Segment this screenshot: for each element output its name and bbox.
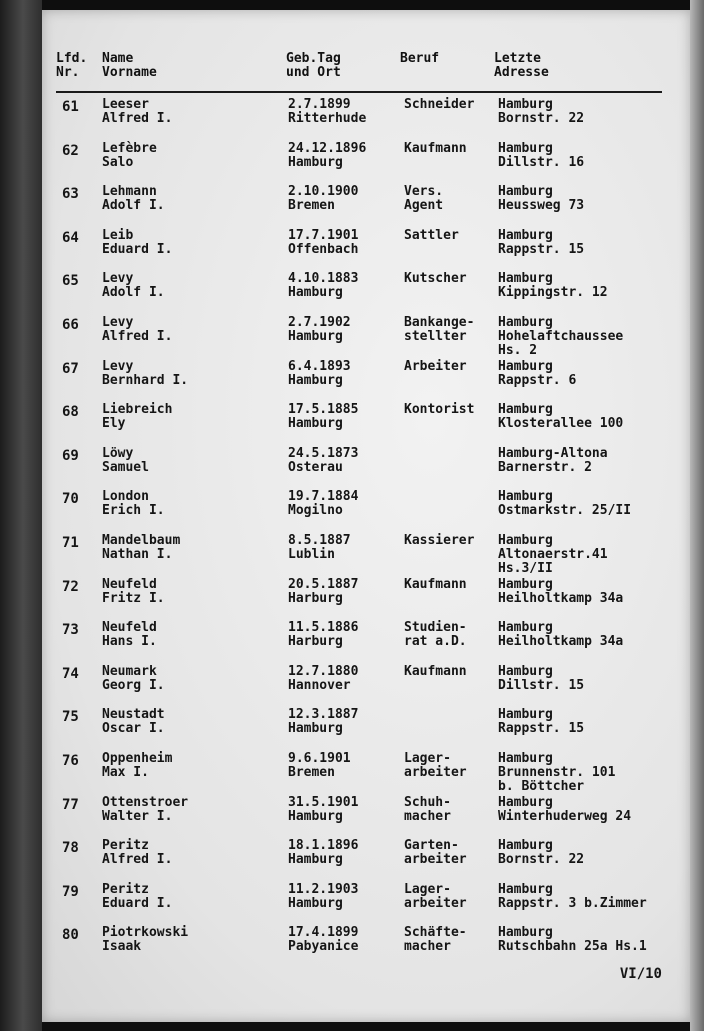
cell-line: Kutscher bbox=[404, 271, 467, 287]
cell-beruf bbox=[404, 883, 467, 911]
cell-adresse bbox=[498, 883, 647, 911]
cell-line: Lager- bbox=[404, 881, 451, 897]
cell-line: Eduard I. bbox=[102, 895, 173, 911]
cell-line: Kaufmann bbox=[404, 576, 467, 592]
cell-line: Schneider bbox=[404, 97, 475, 112]
cell-line: Offenbach bbox=[288, 241, 359, 257]
cell-line: Garten- bbox=[404, 838, 459, 854]
cell-name bbox=[102, 98, 172, 126]
cell-line: Bremen bbox=[288, 765, 335, 780]
cell-line: Heilholtkamp 34a bbox=[498, 590, 624, 606]
cell-adresse bbox=[498, 490, 631, 518]
page-signature: VI/10 bbox=[619, 966, 662, 982]
cell-line: Hamburg bbox=[498, 184, 553, 200]
cell-line: rat a.D. bbox=[404, 634, 467, 650]
cell-nr: 61 bbox=[62, 99, 79, 115]
cell-line: Agent bbox=[404, 198, 444, 214]
cell-line: Hamburg bbox=[498, 358, 553, 374]
cell-line: Hamburg bbox=[288, 721, 343, 737]
document-page bbox=[42, 10, 690, 1022]
cell-adresse bbox=[498, 360, 576, 388]
cell-line: Hamburg bbox=[498, 140, 553, 156]
cell-line: Sattler bbox=[404, 227, 459, 243]
cell-line: Samuel bbox=[102, 459, 149, 475]
cell-adresse bbox=[498, 185, 584, 213]
cell-adresse bbox=[498, 98, 584, 126]
cell-name bbox=[102, 447, 149, 475]
cell-nr: 63 bbox=[62, 186, 79, 203]
table-row bbox=[42, 796, 690, 840]
cell-line: Winterhuderweg 24 bbox=[498, 808, 632, 824]
cell-line: Bremen bbox=[288, 198, 335, 214]
cell-line: 9.6.1901 bbox=[288, 751, 351, 766]
cell-geb bbox=[288, 316, 351, 344]
cell-adresse bbox=[498, 403, 623, 431]
cell-name bbox=[102, 142, 157, 170]
cell-line: Hamburg bbox=[498, 533, 553, 548]
cell-line: 11.2.1903 bbox=[288, 881, 359, 897]
table-row bbox=[42, 229, 690, 273]
cell-line: Neumark bbox=[102, 663, 157, 679]
table-row bbox=[42, 578, 690, 622]
table-row bbox=[42, 883, 690, 927]
cell-line: Klosterallee 100 bbox=[498, 416, 624, 432]
cell-line: Hamburg bbox=[288, 852, 343, 868]
cell-adresse bbox=[498, 665, 584, 693]
cell-beruf bbox=[404, 665, 467, 679]
table-row bbox=[42, 490, 690, 534]
cell-adresse bbox=[498, 229, 584, 257]
cell-line: 4.10.1883 bbox=[288, 271, 359, 287]
header-adresse: Letzte Adresse bbox=[494, 51, 549, 80]
cell-geb bbox=[288, 926, 358, 954]
cell-line: Isaak bbox=[102, 939, 142, 955]
cell-adresse bbox=[498, 447, 608, 475]
cell-line: Neufeld bbox=[102, 576, 157, 592]
cell-geb bbox=[288, 621, 358, 649]
cell-nr: 73 bbox=[62, 622, 79, 639]
cell-line: Hamburg bbox=[288, 329, 343, 344]
cell-line: 6.4.1893 bbox=[288, 358, 351, 374]
cell-name bbox=[102, 708, 165, 736]
cell-line: Erich I. bbox=[102, 503, 165, 519]
cell-line: Kippingstr. 12 bbox=[498, 285, 608, 301]
cell-line: 31.5.1901 bbox=[288, 794, 359, 810]
cell-name bbox=[102, 229, 172, 257]
cell-line: Hamburg bbox=[498, 315, 553, 330]
cell-beruf bbox=[404, 272, 467, 286]
cell-line: Hamburg bbox=[498, 227, 553, 243]
cell-beruf bbox=[404, 839, 467, 867]
cell-beruf bbox=[404, 185, 443, 213]
cell-line: Kontorist bbox=[404, 402, 475, 418]
cell-beruf bbox=[404, 316, 474, 344]
cell-adresse bbox=[498, 839, 584, 867]
cell-line: Hamburg bbox=[498, 271, 553, 287]
cell-geb bbox=[288, 185, 358, 213]
cell-line: Hamburg bbox=[498, 751, 553, 766]
cell-line: Hamburg bbox=[498, 97, 553, 112]
cell-name bbox=[102, 883, 172, 911]
cell-nr: 67 bbox=[62, 360, 79, 377]
cell-line: Hamburg bbox=[498, 576, 553, 592]
cell-name bbox=[102, 665, 165, 693]
cell-line: 24.12.1896 bbox=[288, 140, 367, 156]
cell-nr: 68 bbox=[62, 404, 79, 421]
cell-adresse bbox=[498, 796, 631, 824]
cell-line: Peritz bbox=[102, 838, 149, 854]
cell-geb bbox=[288, 534, 351, 562]
cell-line: Rappstr. 6 bbox=[498, 372, 577, 388]
cell-beruf bbox=[404, 578, 467, 592]
cell-line: Piotrkowski bbox=[102, 925, 189, 941]
page-stack-edge bbox=[690, 0, 704, 1031]
cell-line: Nathan I. bbox=[102, 547, 173, 562]
cell-beruf bbox=[404, 98, 474, 112]
cell-line: Kaufmann bbox=[404, 663, 467, 679]
cell-nr: 69 bbox=[62, 447, 79, 464]
cell-name bbox=[102, 272, 165, 300]
cell-line: Hohelaftchaussee bbox=[498, 329, 624, 344]
cell-line: London bbox=[102, 489, 149, 505]
cell-line: Hamburg bbox=[288, 895, 343, 911]
cell-line: macher bbox=[404, 939, 451, 955]
cell-name bbox=[102, 403, 172, 431]
cell-beruf bbox=[404, 360, 467, 374]
cell-nr: 80 bbox=[62, 927, 79, 944]
table-row bbox=[42, 316, 690, 360]
cell-line: Ritterhude bbox=[288, 111, 367, 126]
cell-line: Hannover bbox=[288, 677, 351, 693]
cell-line: Rappstr. 15 bbox=[498, 241, 585, 257]
cell-line: Max I. bbox=[102, 765, 149, 780]
cell-line: Hamburg bbox=[498, 925, 553, 941]
cell-line: Mandelbaum bbox=[102, 533, 181, 548]
cell-line: macher bbox=[404, 808, 451, 824]
cell-adresse bbox=[498, 142, 584, 170]
cell-line: Adolf I. bbox=[102, 285, 165, 301]
cell-geb bbox=[288, 360, 351, 388]
cell-line: arbeiter bbox=[404, 895, 467, 911]
cell-nr: 64 bbox=[62, 229, 79, 246]
cell-line: arbeiter bbox=[404, 765, 467, 780]
cell-line: stellter bbox=[404, 329, 467, 344]
cell-line: Arbeiter bbox=[404, 358, 467, 374]
cell-geb bbox=[288, 272, 358, 300]
cell-line: 20.5.1887 bbox=[288, 576, 359, 592]
cell-name bbox=[102, 621, 157, 649]
cell-line: Bankange- bbox=[404, 315, 475, 330]
cell-line: Vers. bbox=[404, 184, 444, 200]
cell-line: Hamburg bbox=[288, 285, 343, 301]
cell-line: Kaufmann bbox=[404, 140, 467, 156]
cell-name bbox=[102, 839, 172, 867]
cell-line: 19.7.1884 bbox=[288, 489, 359, 505]
cell-line: Lager- bbox=[404, 751, 451, 766]
cell-line: Schäfte- bbox=[404, 925, 467, 941]
cell-line: 11.5.1886 bbox=[288, 620, 359, 636]
cell-line: Rappstr. 15 bbox=[498, 721, 585, 737]
cell-geb bbox=[288, 98, 366, 126]
cell-line: Hamburg bbox=[498, 838, 553, 854]
cell-line: Osterau bbox=[288, 459, 343, 475]
cell-name bbox=[102, 752, 172, 780]
cell-line: Hamburg bbox=[498, 707, 553, 723]
header-nr: Lfd. Nr. bbox=[56, 51, 88, 80]
table-row bbox=[42, 665, 690, 709]
cell-line: Lehmann bbox=[102, 184, 157, 200]
cell-adresse bbox=[498, 578, 623, 606]
cell-line: 24.5.1873 bbox=[288, 445, 359, 461]
cell-line: Hamburg bbox=[498, 489, 553, 505]
cell-line: Neustadt bbox=[102, 707, 165, 723]
cell-beruf bbox=[404, 796, 451, 824]
cell-line: Bornstr. 22 bbox=[498, 852, 585, 868]
cell-line: Alfred I. bbox=[102, 852, 173, 868]
cell-nr: 65 bbox=[62, 273, 79, 290]
cell-line: Rappstr. 3 b.Zimmer bbox=[498, 895, 647, 911]
cell-name bbox=[102, 490, 165, 518]
cell-line: Ottenstroer bbox=[102, 794, 189, 810]
table-row bbox=[42, 98, 690, 142]
cell-line: Mogilno bbox=[288, 503, 343, 519]
cell-line: Fritz I. bbox=[102, 590, 165, 606]
cell-line: Lefèbre bbox=[102, 140, 157, 156]
cell-line: b. Böttcher bbox=[498, 779, 585, 794]
cell-line: Adolf I. bbox=[102, 198, 165, 214]
cell-line: Hamburg bbox=[498, 620, 553, 636]
cell-line: Kassierer bbox=[404, 533, 475, 548]
cell-line: Walter I. bbox=[102, 808, 173, 824]
header-rule bbox=[56, 91, 662, 93]
table-row bbox=[42, 534, 690, 578]
cell-geb bbox=[288, 142, 366, 170]
cell-nr: 75 bbox=[62, 709, 79, 726]
cell-beruf bbox=[404, 403, 474, 417]
cell-adresse bbox=[498, 621, 623, 649]
cell-nr: 78 bbox=[62, 840, 79, 857]
cell-line: Hamburg bbox=[498, 663, 553, 679]
cell-adresse bbox=[498, 316, 623, 358]
cell-line: Heilholtkamp 34a bbox=[498, 634, 624, 650]
table-row bbox=[42, 403, 690, 447]
cell-line: Peritz bbox=[102, 881, 149, 897]
cell-line: Ely bbox=[102, 416, 126, 432]
cell-line: 17.7.1901 bbox=[288, 227, 359, 243]
cell-line: Oscar I. bbox=[102, 721, 165, 737]
cell-line: Schuh- bbox=[404, 794, 451, 810]
cell-line: Salo bbox=[102, 154, 134, 170]
cell-line: Alfred I. bbox=[102, 329, 173, 344]
header-name: Name Vorname bbox=[102, 51, 157, 80]
cell-line: Lublin bbox=[288, 547, 335, 562]
cell-line: arbeiter bbox=[404, 852, 467, 868]
cell-line: Hans I. bbox=[102, 634, 157, 650]
cell-geb bbox=[288, 447, 358, 475]
cell-line: Hamburg bbox=[288, 808, 343, 824]
cell-beruf bbox=[404, 142, 467, 156]
cell-line: Oppenheim bbox=[102, 751, 173, 766]
cell-line: Hs. 2 bbox=[498, 343, 538, 358]
cell-line: Leib bbox=[102, 227, 134, 243]
table-row bbox=[42, 272, 690, 316]
cell-line: Hamburg-Altona bbox=[498, 445, 608, 461]
cell-line: Bornstr. 22 bbox=[498, 111, 585, 126]
cell-line: Löwy bbox=[102, 445, 134, 461]
cell-name bbox=[102, 926, 188, 954]
cell-line: Barnerstr. 2 bbox=[498, 459, 592, 475]
cell-line: Levy bbox=[102, 315, 134, 330]
cell-line: 17.4.1899 bbox=[288, 925, 359, 941]
cell-adresse bbox=[498, 534, 608, 576]
cell-geb bbox=[288, 752, 351, 780]
cell-line: Georg I. bbox=[102, 677, 165, 693]
cell-line: Hamburg bbox=[288, 372, 343, 388]
cell-line: Eduard I. bbox=[102, 241, 173, 257]
table-row bbox=[42, 708, 690, 752]
cell-nr: 76 bbox=[62, 753, 79, 769]
header-geb: Geb.Tag und Ort bbox=[286, 51, 341, 80]
cell-line: Levy bbox=[102, 271, 134, 287]
cell-nr: 71 bbox=[62, 535, 79, 551]
cell-line: Altonaerstr.41 bbox=[498, 547, 608, 562]
cell-beruf bbox=[404, 534, 474, 548]
table-row bbox=[42, 447, 690, 491]
cell-line: Heussweg 73 bbox=[498, 198, 585, 214]
cell-line: Bernhard I. bbox=[102, 372, 189, 388]
cell-adresse bbox=[498, 752, 615, 794]
cell-line: 17.5.1885 bbox=[288, 402, 359, 418]
cell-adresse bbox=[498, 708, 584, 736]
cell-nr: 72 bbox=[62, 578, 79, 595]
cell-line: 2.10.1900 bbox=[288, 184, 359, 200]
cell-line: Dillstr. 15 bbox=[498, 677, 585, 693]
cell-name bbox=[102, 534, 180, 562]
cell-line: Hamburg bbox=[498, 881, 553, 897]
cell-line: Levy bbox=[102, 358, 134, 374]
table-row bbox=[42, 839, 690, 883]
cell-line: Leeser bbox=[102, 97, 149, 112]
cell-line: Pabyanice bbox=[288, 939, 359, 955]
binder-edge bbox=[0, 0, 42, 1031]
table-row bbox=[42, 360, 690, 404]
cell-line: Rutschbahn 25a Hs.1 bbox=[498, 939, 647, 955]
cell-line: 8.5.1887 bbox=[288, 533, 351, 548]
cell-adresse bbox=[498, 272, 608, 300]
cell-geb bbox=[288, 665, 358, 693]
table-row bbox=[42, 621, 690, 665]
cell-geb bbox=[288, 839, 358, 867]
cell-line: Hs.3/II bbox=[498, 561, 553, 576]
table-row bbox=[42, 752, 690, 796]
cell-line: Ostmarkstr. 25/II bbox=[498, 503, 632, 519]
cell-line: 12.3.1887 bbox=[288, 707, 359, 723]
cell-beruf bbox=[404, 926, 467, 954]
cell-name bbox=[102, 578, 165, 606]
cell-beruf bbox=[404, 752, 467, 780]
cell-line: Hamburg bbox=[288, 154, 343, 170]
cell-geb bbox=[288, 796, 358, 824]
cell-geb bbox=[288, 490, 358, 518]
table-row bbox=[42, 185, 690, 229]
cell-nr: 77 bbox=[62, 796, 79, 813]
cell-line: 12.7.1880 bbox=[288, 663, 359, 679]
cell-nr: 62 bbox=[62, 142, 79, 159]
cell-name bbox=[102, 796, 188, 824]
cell-geb bbox=[288, 883, 358, 911]
cell-name bbox=[102, 185, 165, 213]
cell-adresse bbox=[498, 926, 647, 954]
header-beruf: Beruf bbox=[400, 51, 440, 66]
cell-geb bbox=[288, 708, 358, 736]
cell-nr: 70 bbox=[62, 491, 79, 508]
cell-geb bbox=[288, 229, 358, 257]
cell-geb bbox=[288, 578, 358, 606]
cell-line: 2.7.1899 bbox=[288, 97, 351, 112]
cell-nr: 74 bbox=[62, 665, 79, 682]
cell-line: Liebreich bbox=[102, 402, 173, 418]
cell-line: Harburg bbox=[288, 634, 343, 650]
cell-line: 2.7.1902 bbox=[288, 315, 351, 330]
cell-name bbox=[102, 316, 172, 344]
cell-line: Hamburg bbox=[498, 402, 553, 418]
cell-line: Neufeld bbox=[102, 620, 157, 636]
table-row bbox=[42, 926, 690, 970]
cell-beruf bbox=[404, 229, 459, 243]
cell-nr: 79 bbox=[62, 883, 79, 900]
cell-line: Harburg bbox=[288, 590, 343, 606]
cell-name bbox=[102, 360, 188, 388]
cell-line: Studien- bbox=[404, 620, 467, 636]
cell-nr: 66 bbox=[62, 317, 79, 333]
cell-line: 18.1.1896 bbox=[288, 838, 359, 854]
cell-geb bbox=[288, 403, 358, 431]
cell-line: Hamburg bbox=[288, 416, 343, 432]
cell-line: Brunnenstr. 101 bbox=[498, 765, 616, 780]
cell-line: Hamburg bbox=[498, 794, 553, 810]
table-row bbox=[42, 142, 690, 186]
cell-line: Alfred I. bbox=[102, 111, 173, 126]
cell-beruf bbox=[404, 621, 467, 649]
cell-line: Dillstr. 16 bbox=[498, 154, 585, 170]
